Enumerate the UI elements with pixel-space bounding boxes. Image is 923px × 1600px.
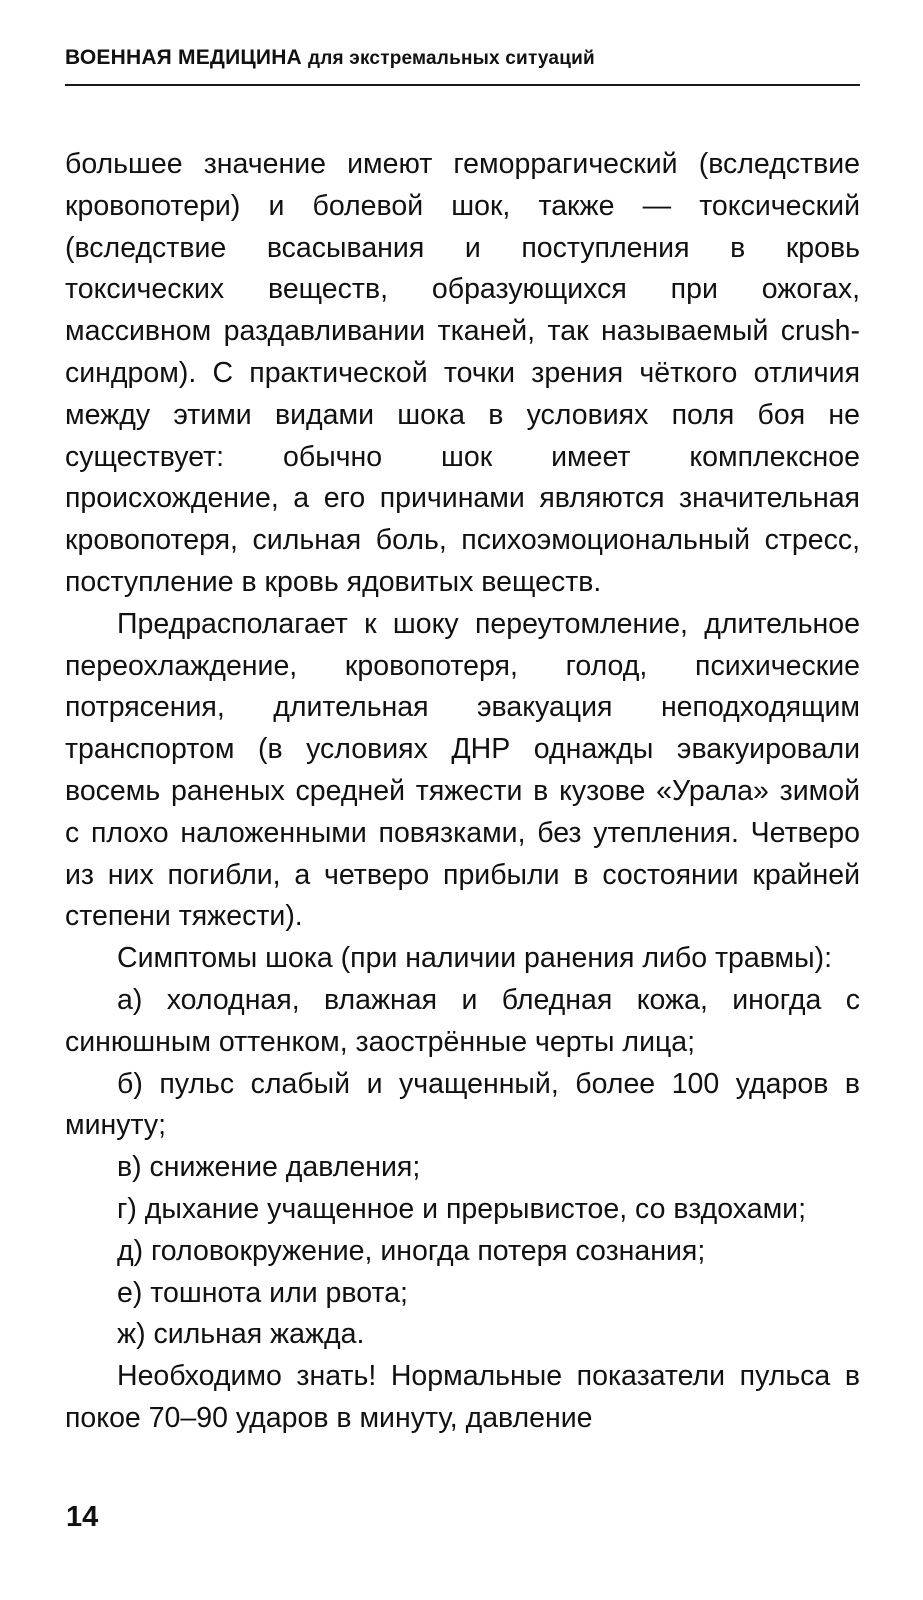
symptom-item: е) тошнота или рвота; [117, 1276, 408, 1309]
paragraph-note: Необходимо знать! Нормальные показатели пульса в покое 70–90 ударов в минуту, давление [65, 1360, 860, 1434]
paragraph: Предрасполагает к шоку переутомление, длительное переохлаждение, кровопотеря, голод, психические потрясения, длительная эвакуация неподходящим транспортом (в условиях ДНР однажды эвакуировали восемь раненых средней тяжести в кузове «Урала» зимой с плохо наложенными повязками, без утепления. Четверо из них погибли, а четверо прибыли в состоянии крайней степени тяжести). [65, 607, 860, 933]
symptom-item: д) головокружение, иногда потеря сознания; [117, 1234, 706, 1267]
symptom-item: ж) сильная жажда. [117, 1318, 365, 1351]
running-head-subtitle: для экстремальных ситуаций [307, 48, 595, 69]
body-text [65, 144, 860, 1440]
running-head-title: ВОЕННАЯ МЕДИЦИНА [65, 46, 302, 69]
paragraph: Симптомы шока (при наличии ранения либо травмы): [117, 942, 833, 975]
paragraph-continuation: большее значение имеют геморрагический (вследствие кровопотери) и болевой шок, также — токсический (вследствие всасывания и поступления в кровь токсических веществ, образующихся при ожогах, массивном раздавливании тканей, так называемый crush-синдром). С практической точки зрения чёткого отличия между этими видами шока в условиях поля боя не существует: обычно шок имеет комплексное происхождение, а его причинами являются значительная кровопотеря, сильная боль, психоэмоциональный стресс, поступление в кровь ядовитых веществ. [65, 148, 860, 598]
symptom-item: б) пульс слабый и учащенный, более 100 ударов в минуту; [65, 1067, 860, 1142]
running-head [65, 46, 860, 70]
page-number: 14 [66, 1501, 99, 1533]
header-divider [65, 84, 860, 86]
symptom-item: г) дыхание учащенное и прерывистое, со вздохами; [117, 1192, 807, 1225]
symptom-item: в) снижение давления; [117, 1151, 421, 1184]
symptom-item: а) холодная, влажная и бледная кожа, иногда с синюшным оттенком, заострённые черты лица; [65, 983, 860, 1058]
